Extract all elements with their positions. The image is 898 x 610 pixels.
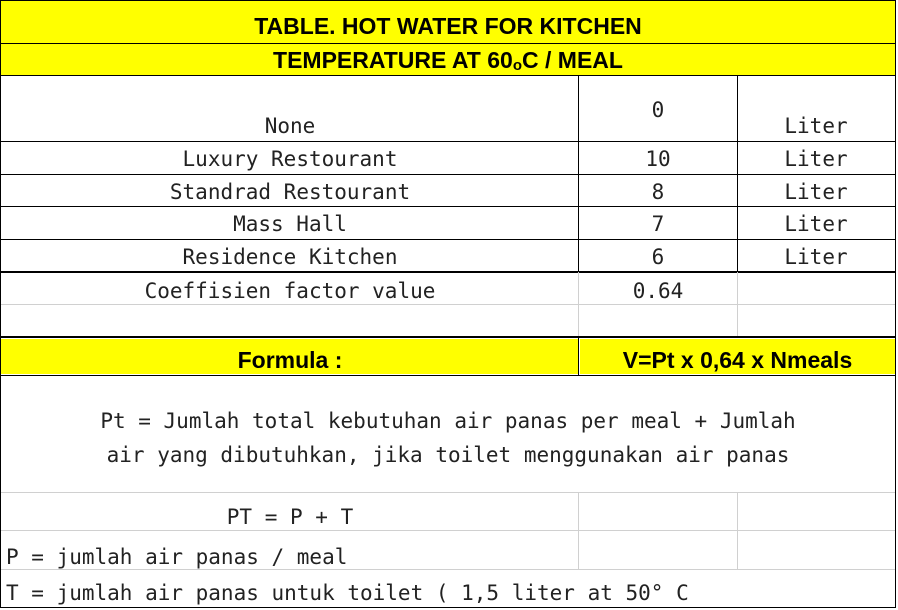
row-value-residence[interactable]: 6 bbox=[651, 245, 665, 269]
grid-line bbox=[578, 493, 579, 569]
row-unit-standard[interactable]: Liter bbox=[784, 180, 848, 204]
row-unit-luxury[interactable]: Liter bbox=[784, 147, 848, 171]
table-title-cell[interactable] bbox=[1, 1, 895, 43]
grid-line bbox=[0, 530, 896, 531]
pt-formula-cell[interactable] bbox=[1, 493, 579, 530]
row-label-standard[interactable]: Standrad Restourant bbox=[169, 180, 411, 204]
row-label-luxury[interactable]: Luxury Restourant bbox=[182, 147, 398, 171]
grid-line bbox=[737, 75, 738, 272]
description-line-2: air yang dibutuhkan, jika toilet menggunakan air panas bbox=[106, 443, 790, 467]
row-unit-none[interactable]: Liter bbox=[784, 114, 848, 138]
grid-line bbox=[0, 569, 896, 570]
grid-line bbox=[0, 174, 896, 175]
grid-line bbox=[578, 272, 579, 336]
description-cell[interactable] bbox=[1, 376, 895, 491]
table-title: TABLE. HOT WATER FOR KITCHEN bbox=[254, 13, 642, 39]
formula-expression: V=Pt x 0,64 x Nmeals bbox=[622, 347, 853, 373]
grid-line bbox=[0, 43, 896, 44]
row-label-mass-hall[interactable]: Mass Hall bbox=[233, 212, 347, 236]
pt-empty-cell-1[interactable] bbox=[579, 493, 737, 530]
row-label-none[interactable]: None bbox=[264, 114, 316, 138]
coefficient-empty-cell[interactable] bbox=[737, 273, 895, 304]
grid-line bbox=[0, 239, 896, 240]
p-note-cell[interactable] bbox=[1, 531, 895, 569]
grid-line bbox=[0, 0, 896, 1]
table-subtitle: TEMPERATURE AT 60oC / MEAL bbox=[273, 47, 623, 74]
grid-line bbox=[0, 0, 1, 608]
empty-row[interactable] bbox=[1, 305, 895, 336]
grid-line bbox=[0, 492, 896, 493]
grid-line bbox=[0, 336, 896, 338]
grid-line bbox=[0, 607, 896, 608]
row-unit-mass-hall[interactable]: Liter bbox=[784, 212, 848, 236]
formula-expression-cell[interactable] bbox=[580, 339, 895, 374]
grid-line bbox=[578, 337, 579, 375]
grid-line bbox=[578, 75, 579, 272]
row-value-standard[interactable]: 8 bbox=[651, 180, 665, 204]
row-value-none[interactable]: 0 bbox=[651, 98, 665, 122]
grid-line bbox=[0, 375, 896, 376]
row-value-mass-hall[interactable]: 7 bbox=[651, 212, 665, 236]
grid-line bbox=[895, 0, 896, 608]
grid-line bbox=[0, 271, 896, 273]
pt-formula: PT = P + T bbox=[226, 505, 354, 529]
coefficient-label[interactable]: Coeffisien factor value bbox=[144, 279, 436, 303]
grid-line bbox=[0, 304, 896, 305]
grid-line bbox=[737, 272, 738, 336]
row-label-residence[interactable]: Residence Kitchen bbox=[182, 245, 398, 269]
t-note-cell[interactable] bbox=[1, 570, 895, 608]
description-line-1: Pt = Jumlah total kebutuhan air panas per meal + Jumlah bbox=[100, 409, 796, 433]
grid-line bbox=[0, 75, 896, 76]
table-subtitle-cell[interactable] bbox=[1, 44, 895, 75]
row-value-luxury[interactable]: 10 bbox=[645, 147, 671, 171]
t-note: T = jumlah air panas untuk toilet ( 1,5 liter at 50° C bbox=[6, 581, 689, 605]
grid-line bbox=[0, 141, 896, 142]
coefficient-value[interactable]: 0.64 bbox=[632, 279, 684, 303]
grid-line bbox=[0, 206, 896, 207]
grid-line bbox=[737, 493, 738, 569]
p-note: P = jumlah air panas / meal bbox=[6, 545, 348, 569]
formula-label: Formula : bbox=[237, 347, 343, 373]
row-unit-residence[interactable]: Liter bbox=[784, 245, 848, 269]
formula-label-cell[interactable] bbox=[1, 339, 579, 374]
pt-empty-cell-2[interactable] bbox=[737, 493, 895, 530]
